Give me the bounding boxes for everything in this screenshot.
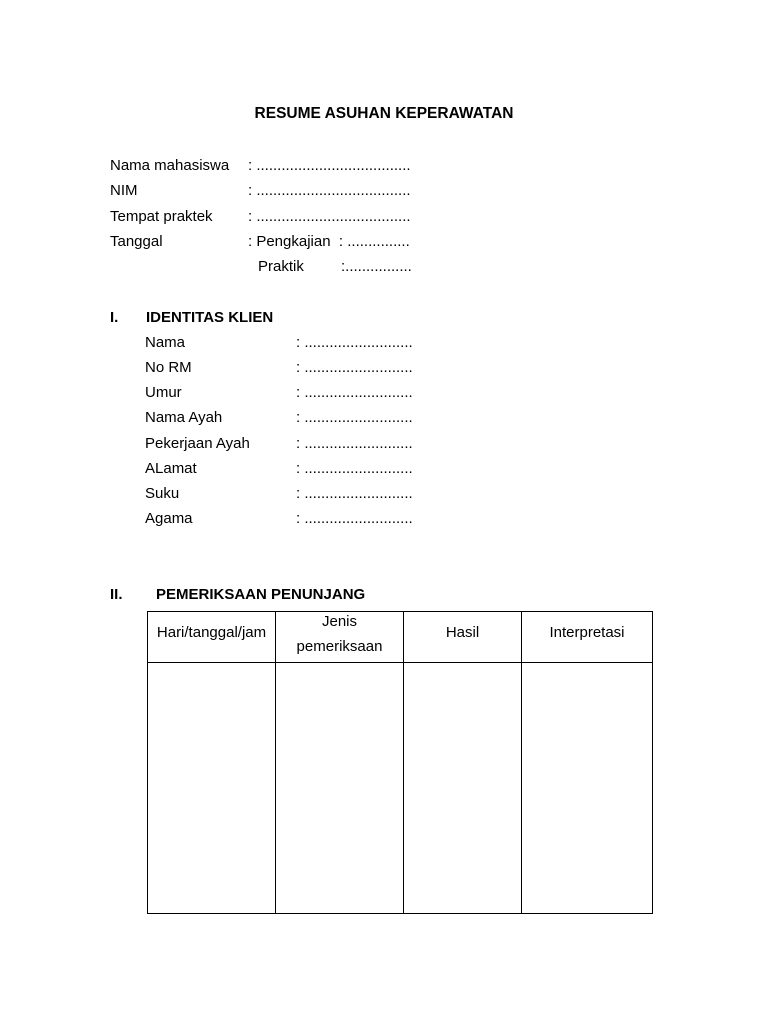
client-field-value-suku: : .......................... (296, 485, 413, 502)
client-field-label-suku: Suku (145, 485, 180, 502)
table-cell-jenis-pemeriksaan[interactable] (276, 663, 404, 914)
table-header-row (148, 612, 653, 663)
section1-heading: IDENTITAS KLIEN (146, 309, 274, 326)
client-field-value-agama: : .......................... (296, 510, 413, 527)
section1-number: I. (110, 309, 119, 326)
table-cell-hari-tanggal-jam[interactable] (148, 663, 276, 914)
student-info-label-tempat-praktek: Tempat praktek (110, 208, 213, 225)
student-info-value-nama-mahasiswa: : ..................................... (248, 157, 411, 174)
table-row (148, 663, 653, 914)
column-header-jenis-line2: pemeriksaan (296, 638, 383, 655)
student-info-label-nim: NIM (110, 182, 138, 199)
column-header-hari-tanggal-jam: Hari/tanggal/jam (148, 612, 276, 663)
client-field-value-umur: : .......................... (296, 384, 413, 401)
column-header-interpretasi: Interpretasi (522, 612, 653, 663)
section2-heading: PEMERIKSAAN PENUNJANG (156, 586, 366, 603)
document-title: RESUME ASUHAN KEPERAWATAN (254, 105, 514, 122)
client-field-label-no-rm: No RM (145, 359, 192, 376)
student-info-value-tanggal: : Pengkajian : ............... (248, 233, 410, 250)
client-field-label-alamat: ALamat (145, 460, 197, 477)
student-info-label-tanggal: Tanggal (110, 233, 163, 250)
client-field-label-nama-ayah: Nama Ayah (145, 409, 223, 426)
client-field-value-alamat: : .......................... (296, 460, 413, 477)
client-field-label-pekerjaan-ayah: Pekerjaan Ayah (145, 435, 250, 452)
student-info-value-nim: : ..................................... (248, 182, 411, 199)
column-header-jenis-line1: Jenis (321, 613, 358, 630)
client-field-value-nama: : .......................... (296, 334, 413, 351)
table-cell-hasil[interactable] (404, 663, 522, 914)
column-header-hasil: Hasil (404, 612, 522, 663)
table-cell-interpretasi[interactable] (522, 663, 653, 914)
exam-table (147, 611, 653, 914)
client-field-value-nama-ayah: : .......................... (296, 409, 413, 426)
client-field-label-umur: Umur (145, 384, 182, 401)
client-field-value-pekerjaan-ayah: : .......................... (296, 435, 413, 452)
student-info-label-nama-mahasiswa: Nama mahasiswa (110, 157, 230, 174)
client-field-label-nama: Nama (145, 334, 186, 351)
section2-number: II. (110, 586, 123, 603)
column-header-jenis-pemeriksaan (276, 612, 404, 663)
praktik-value: :................ (341, 258, 412, 275)
client-field-value-no-rm: : .......................... (296, 359, 413, 376)
praktik-label: Praktik (258, 258, 304, 275)
student-info-value-tempat-praktek: : ..................................... (248, 208, 411, 225)
client-field-label-agama: Agama (145, 510, 193, 527)
